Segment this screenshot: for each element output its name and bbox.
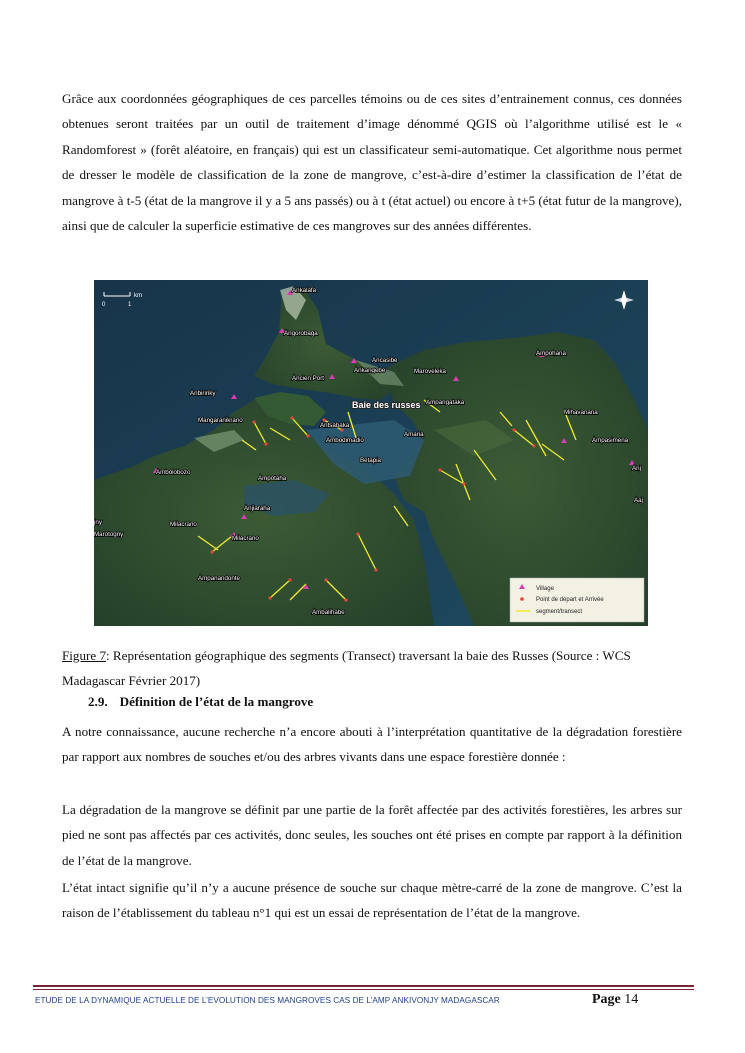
scale-tick-0: 0 — [102, 302, 106, 308]
place-label: Ampotaha — [258, 475, 287, 482]
footer-rule-thin — [33, 989, 694, 990]
place-label: Ancien Port — [292, 375, 324, 382]
section-heading — [88, 694, 313, 710]
page-label: Page — [592, 992, 621, 1007]
place-label: Ampangataka — [426, 399, 465, 406]
paragraph-knowledge: A notre connaissance, aucune recherche n’a encore abouti à l’interprétation quantitative de la dégradation forestière par rapport aux nombres de souches et/ou des arbres vivants dans une espace forestière donnée : — [62, 724, 682, 765]
legend-village: Village — [536, 586, 554, 592]
page-number — [592, 992, 638, 1008]
figure-caption-text: : Représentation géographique des segments (Transect) traversant la baie des Russes (Source : WCS Madagascar Février 2017) — [62, 648, 631, 688]
scale-tick-1: 1 — [128, 302, 132, 308]
paragraph-intact: L’état intact signifie qu’il n’y a aucune présence de souche sur chaque mètre-carré de la zone de mangrove. C’est la raison de l’établissement du tableau n°1 qui est un essai de représentation de l’état de la mangrove. — [62, 880, 682, 921]
place-label: Ambalihabe — [312, 609, 345, 616]
place-label: Aaj — [634, 497, 643, 504]
place-label: Ambodimadio — [326, 437, 364, 444]
place-label: Ampanandonte — [198, 575, 240, 582]
scale-unit: km — [134, 293, 142, 299]
place-label: Ancasibe — [372, 357, 398, 364]
place-label: Milacrano — [232, 535, 259, 542]
place-label: Betapia — [360, 457, 381, 464]
place-label: jny — [94, 519, 102, 526]
legend-point: Point de départ et Arrivée — [536, 597, 604, 603]
place-label: Anjiaraha — [244, 505, 271, 512]
paragraph-intro: Grâce aux coordonnées géographiques de ces parcelles témoins ou de ces sites d’entrainement connus, ces données obtenues seront traitées par un outil de traitement d’image dénommé QGIS où l’algorithme utilisé est le « Randomforest » (forêt aléatoire, en français) qui est un classificateur semi-automatique. Cet algorithme nous permet de dresser le modèle de classification de la zone de mangrove, c’est-à-dire d’estimer la classification de l’état de mangrove à t-5 (état de la mangrove il y a 5 ans passés) ou à t (état actuel) ou encore à t+5 (état futur de la mangrove), ainsi que de calculer la superficie estimative de ces mangroves sur des années différentes. — [62, 91, 682, 234]
figure-ref: Figure 7 — [62, 648, 107, 663]
place-label: Milacrano — [170, 521, 197, 528]
place-label: Mangaranikrano — [198, 417, 243, 424]
page-number-value: 14 — [624, 992, 639, 1007]
section-title: Définition de l’état de la mangrove — [119, 694, 314, 709]
place-label: Antsabaka — [320, 422, 350, 429]
place-label: Ampohana — [536, 350, 566, 357]
place-label: Amaria — [404, 431, 424, 438]
bay-label: Baie des russes — [352, 400, 421, 410]
footer-title: ETUDE DE LA DYNAMIQUE ACTUELLE DE L’EVOLUTION DES MANGROVES CAS DE L’AMP ANKIVONJY MADAGASCAR — [35, 996, 500, 1005]
figure-caption — [62, 643, 682, 693]
legend-point-icon — [520, 597, 524, 601]
place-label: Angorobaga — [284, 330, 318, 337]
place-label: Anbiririky — [190, 390, 216, 397]
legend-segment: segment/transect — [536, 609, 583, 615]
place-label: Ankangebe — [354, 367, 386, 374]
place-label: Ankalafa — [292, 287, 317, 294]
place-label: Mihavanana — [564, 409, 598, 416]
map-figure — [94, 280, 648, 626]
footer-rule — [33, 985, 694, 987]
place-label: Ambolobozo — [156, 469, 191, 476]
place-label: Anj — [632, 465, 641, 472]
place-label: Maroveleka — [414, 368, 446, 375]
paragraph-degradation: La dégradation de la mangrove se définit par une partie de la forêt affectée par des activités forestières, les arbres sur pied ne sont pas affectés par ces activités, donc seules, les souches ont été prises en compte par rapport à la définition de l’état de la mangrove. — [62, 802, 682, 868]
section-number: 2.9. — [88, 694, 108, 709]
map-legend — [510, 578, 644, 622]
place-label: Marotogny — [94, 531, 124, 538]
place-label: Ampasimena — [592, 437, 629, 444]
